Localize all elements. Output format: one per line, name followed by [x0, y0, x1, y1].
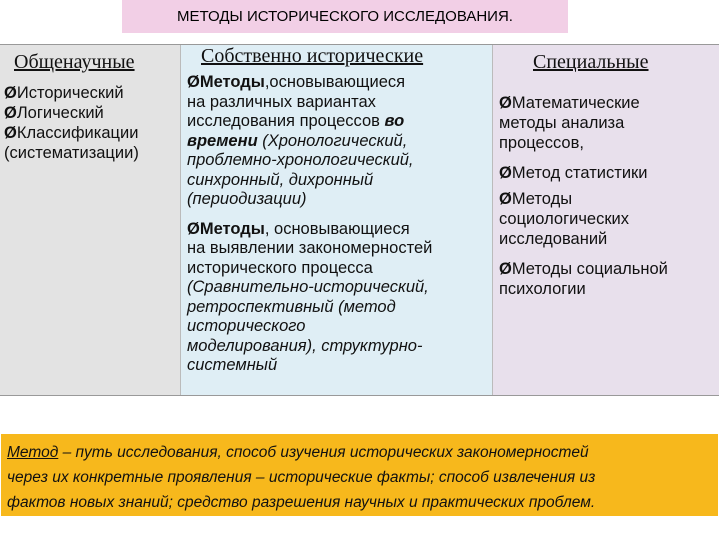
column-historical	[180, 45, 493, 395]
list-item: ØМетод статистики	[499, 164, 648, 182]
list-item-note: (систематизации)	[4, 144, 139, 162]
general-methods-list	[4, 83, 139, 163]
column-heading-historical: Собственно исторические	[201, 45, 424, 67]
bullet-arrow-icon: Ø	[499, 94, 512, 112]
bullet-arrow-icon: Ø	[187, 219, 200, 238]
column-heading-special: Специальные	[533, 51, 649, 73]
special-methods-list	[499, 93, 668, 299]
list-item-time-methods: ØМетоды,основывающиеся на различных вариантах исследования процессов во времени (Хронологический, проблемно-хронологический, синхронный, дихронный (периодизации)	[187, 73, 414, 208]
bullet-arrow-icon: Ø	[4, 124, 17, 142]
bullet-arrow-icon: Ø	[499, 190, 512, 208]
bullet-arrow-icon: Ø	[4, 104, 17, 122]
list-item: ØМатематические методы анализа процессов,	[499, 94, 640, 152]
list-item: ØКлассификации	[4, 124, 139, 142]
bullet-arrow-icon: Ø	[499, 260, 512, 278]
bullet-arrow-icon: Ø	[4, 84, 17, 102]
bullet-arrow-icon: Ø	[499, 164, 512, 182]
list-item: ØЛогический	[4, 104, 104, 122]
list-item-pattern-methods: ØМетоды, основывающиеся на выявлении закономерностей исторического процесса (Сравнительно-исторический, ретроспективный (метод исторического моделирования), структурно- системный	[187, 219, 433, 374]
column-general-scientific	[0, 45, 180, 395]
definition-term: Метод	[7, 444, 59, 461]
slide-title: МЕТОДЫ ИСТОРИЧЕСКОГО ИССЛЕДОВАНИЯ.	[122, 0, 568, 33]
list-item: ØИсторический	[4, 84, 124, 102]
list-item: ØМетоды социальной психологии	[499, 260, 668, 298]
historical-methods-list	[187, 73, 432, 376]
column-heading-general: Общенаучные	[14, 51, 135, 73]
method-definition: Метод – путь исследования, способ изучения исторических закономерностей через их конкретные проявления – исторические факты; способ извлечения из фактов новых знаний; средство разрешения научных и практических проблем.	[1, 434, 718, 516]
column-special	[493, 45, 719, 395]
bullet-arrow-icon: Ø	[187, 73, 200, 91]
list-item: ØМетоды социологических исследований	[499, 190, 630, 248]
methods-table	[0, 44, 719, 396]
